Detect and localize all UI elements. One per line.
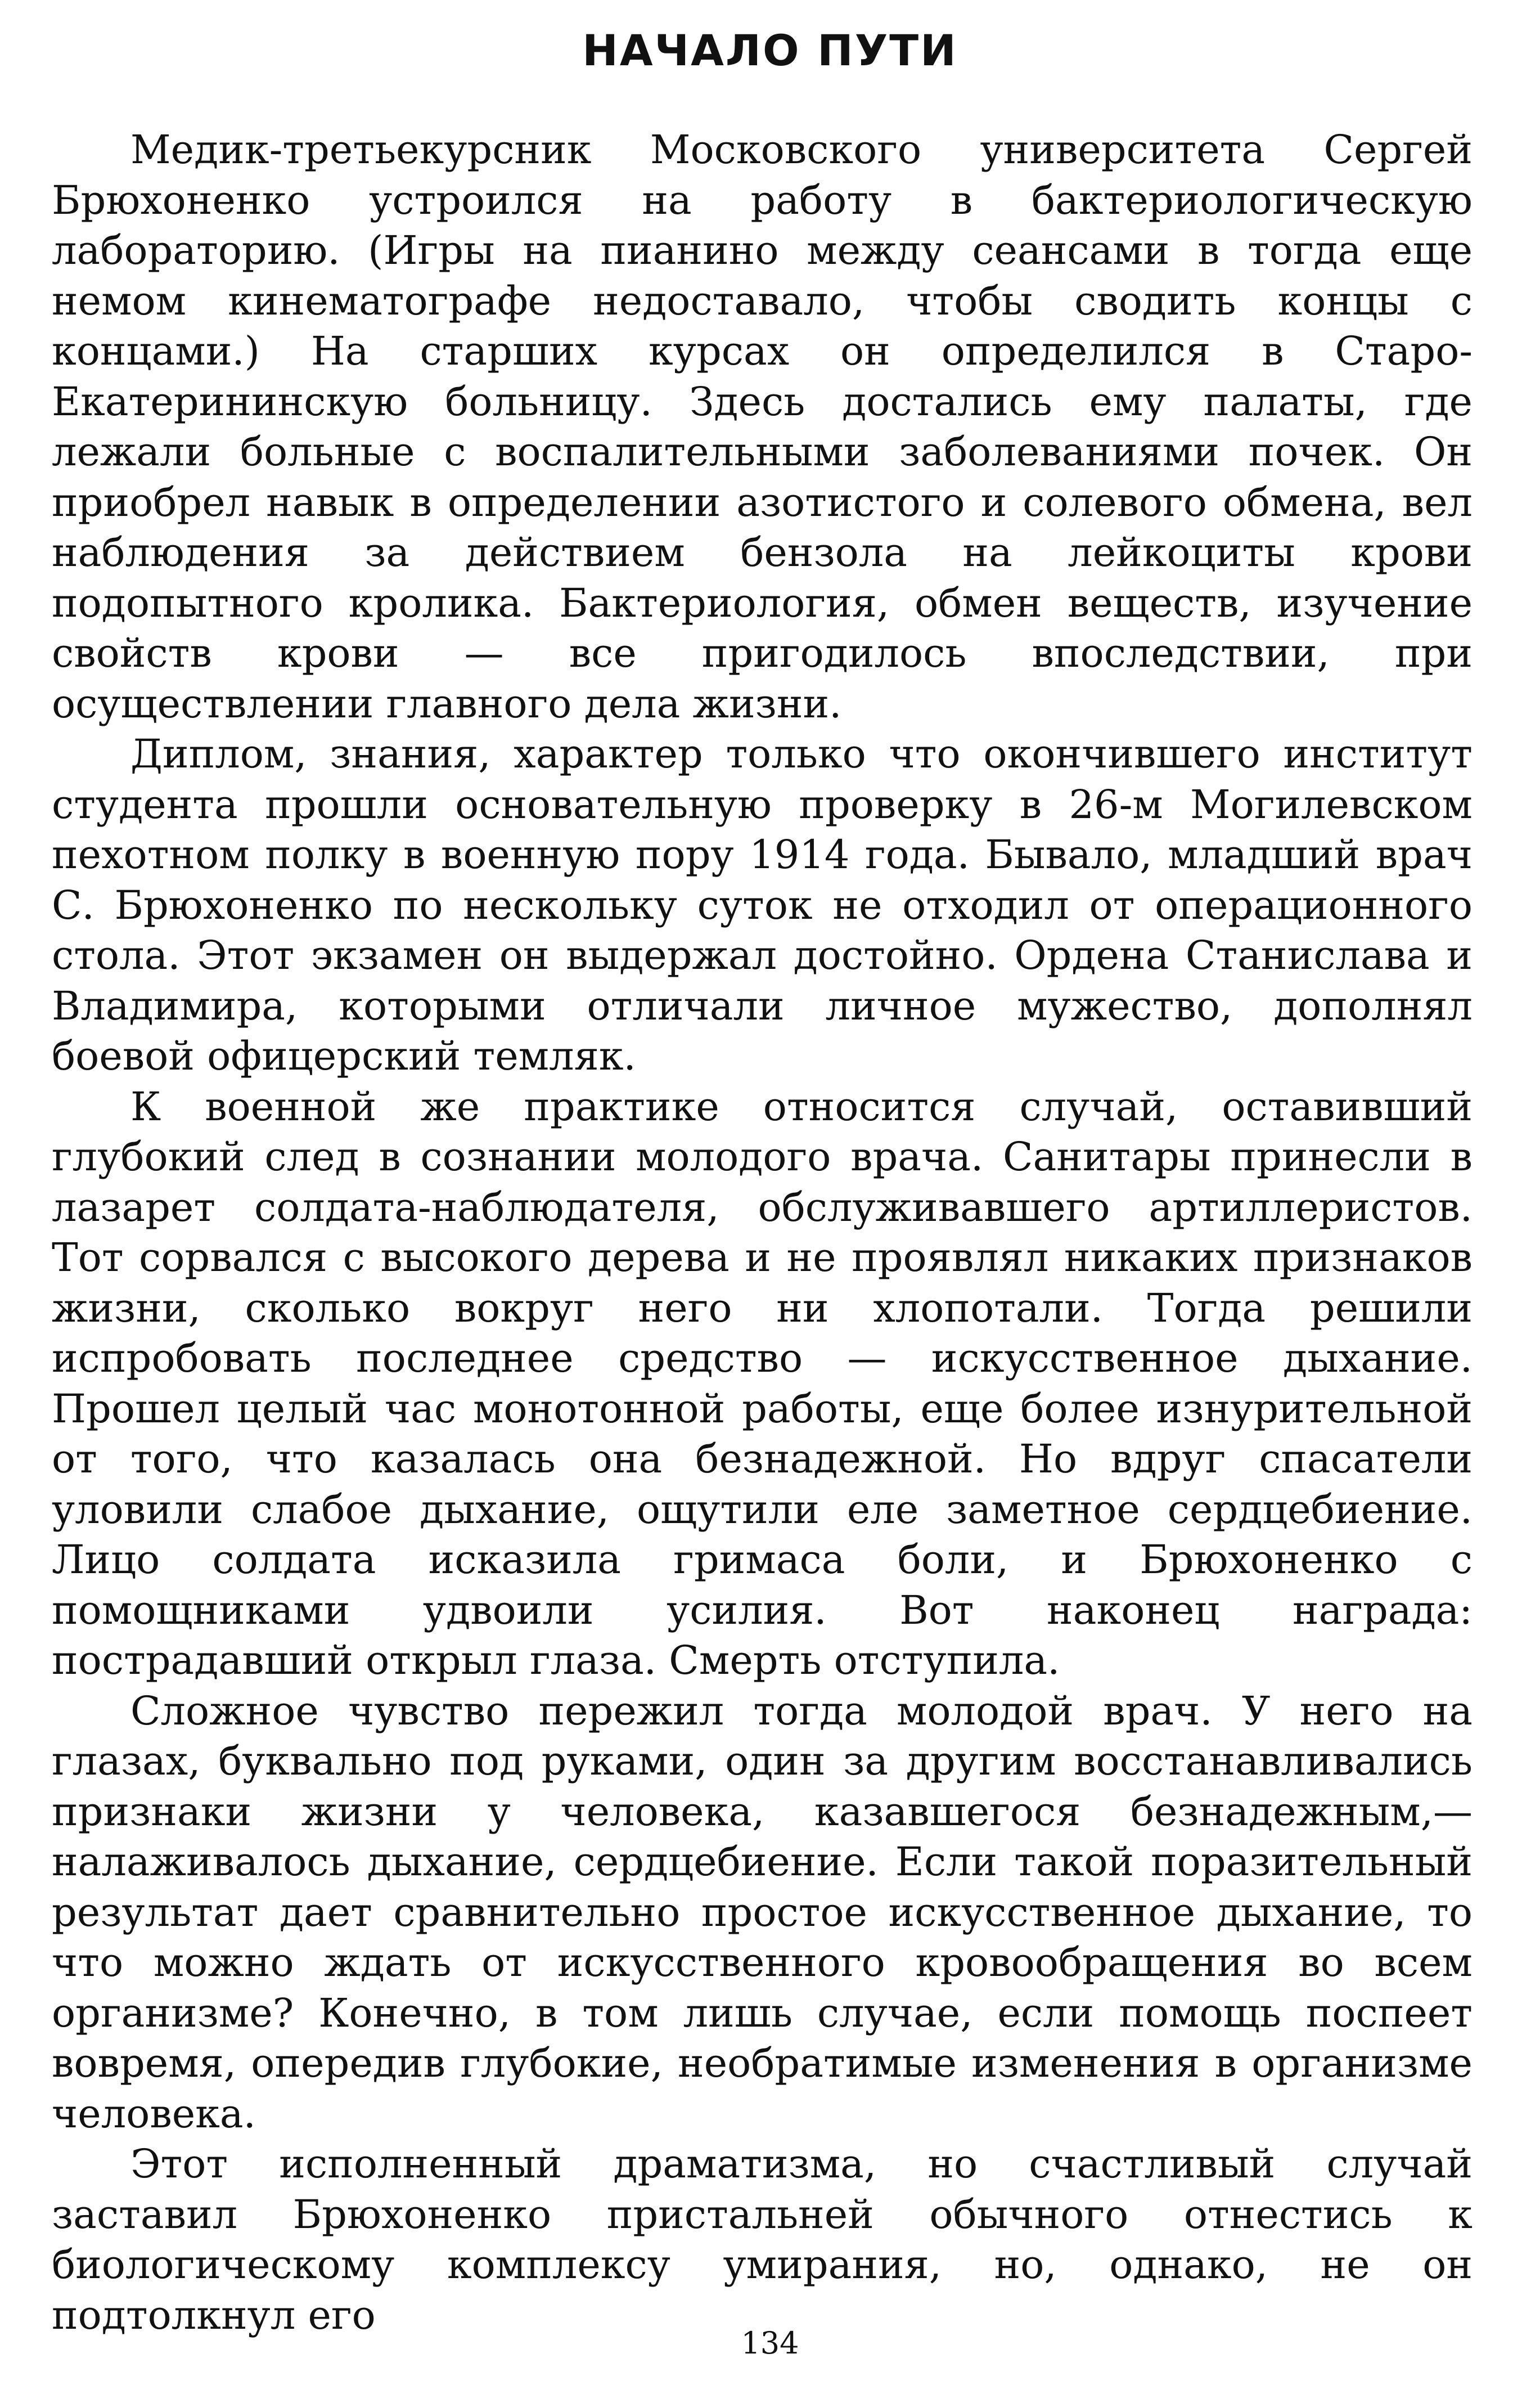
paragraph: К военной же практике относится случай, оставивший глубокий след в сознании молодого врача. Санитары принесли в лазарет солдата-наблюдателя, обслуживавшего артиллеристов. Тот сорвался с высокого дерева и не проявлял никаких признаков жизни, сколько вокруг него ни хлопотали. Тогда решили испробовать последнее средство — искусственное дыхание. Прошел целый час монотонной работы, еще более изнурительной от того, что казалась она безнадежной. Но вдруг спасатели уловили слабое дыхание, ощутили еле заметное сердцебиение. Лицо солдата исказила гримаса боли, и Брюхоненко с помощниками удвоили усилия. Вот наконец награда: пострадавший открыл глаза. Смерть отступила.	[52, 1083, 1473, 1683]
body-text	[52, 125, 1473, 2341]
paragraph: Этот исполненный драматизма, но счастливый случай заставил Брюхоненко пристальней обычного отнестись к биологическому комплексу умирания, но, однако, не он подтолкнул его	[52, 2141, 1473, 2338]
paragraph: Диплом, знания, характер только что окончившего институт студента прошли основательную проверку в 26-м Могилевском пехотном полку в военную пору 1914 года. Бывало, младший врач С. Брюхоненко по нескольку суток не отходил от операционного стола. Этот экзамен он выдержал достойно. Ордена Станислава и Владимира, которыми отличали личное мужество, дополнял боевой офицерский темляк.	[52, 731, 1473, 1079]
paragraph: Сложное чувство пережил тогда молодой врач. У него на глазах, буквально под руками, один за другим восстанавливались признаки жизни у человека, казавшегося безнадежным,— налаживалось дыхание, сердцебиение. Если такой поразительный результат дает сравнительно простое искусственное дыхание, то что можно ждать от искусственного кровообращения во всем организме? Конечно, в том лишь случае, если помощь поспеет вовремя, опередив глубокие, необратимые изменения в организме человека.	[52, 1687, 1473, 2137]
chapter-title: НАЧАЛО ПУТИ	[582, 25, 958, 75]
paragraph: Медик-третьекурсник Московского университета Сергей Брюхоненко устроился на работу в бактериологическую лабораторию. (Игры на пианино между сеансами в тогда еще немом кинематографе недоставало, чтобы сводить концы с концами.) На старших курсах он определился в Старо-Екатерининскую больницу. Здесь достались ему палаты, где лежали больные с воспалительными заболеваниями почек. Он приобрел навык в определении азотистого и солевого обмена, вел наблюдения за действием бензола на лейкоциты крови подопытного кролика. Бактериология, обмен веществ, изучение свойств крови — все пригодилось впоследствии, при осуществлении главного дела жизни.	[52, 127, 1473, 727]
page-number: 134	[741, 2325, 799, 2361]
